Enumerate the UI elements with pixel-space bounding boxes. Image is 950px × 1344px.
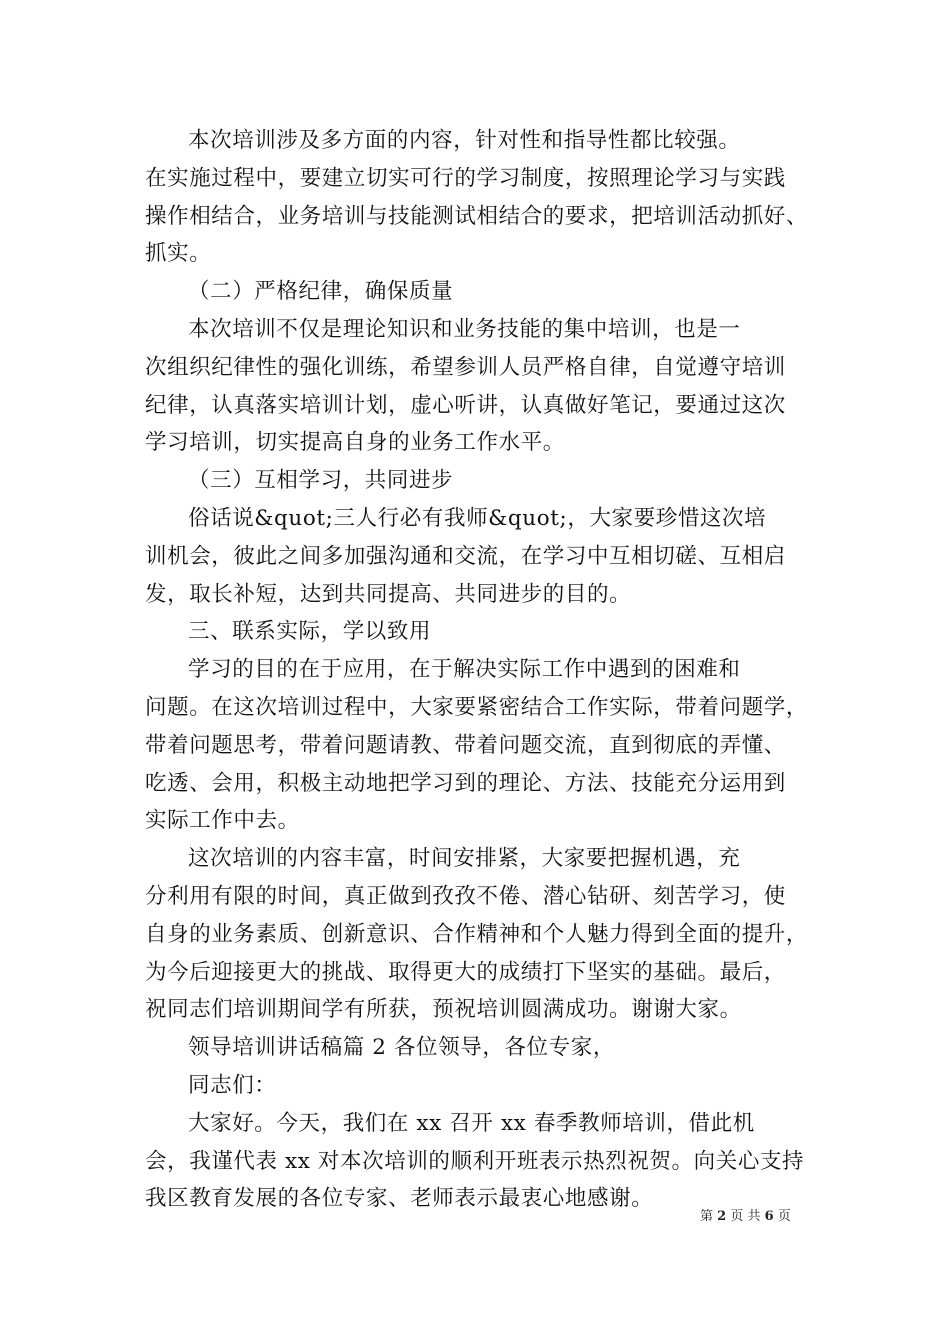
paragraph: 这次培训的内容丰富，时间安排紧，大家要把握机遇，充 分利用有限的时间，真正做到孜孜不倦、潜心钻研、刻苦学习，使 自身的业务素质、创新意识、合作精神和个人魅力得到全面的提升， 为今后迎接更大的挑战、取得更大的成绩打下坚实的基础。最后， 祝同志们培训期间学有所获，预祝培训圆满成功。谢谢大家。 — [145, 846, 809, 1023]
footer-middle: 页 共 — [730, 1209, 761, 1224]
paragraph: 本次培训不仅是理论知识和业务技能的集中培训，也是一 次组织纪律性的强化训练，希望参训人员严格自律，自觉遵守培训 纪律，认真落实培训计划，虚心听讲，认真做好笔记，要通过这次 学习培训，切实提高自身的业务工作水平。 — [145, 316, 786, 456]
paragraph: 大家好。今天，我们在 xx 召开 xx 春季教师培训，借此机 会，我谨代表 xx 对本次培训的顺利开班表示热烈祝贺。向关心支持 我区教育发展的各位专家、老师表示最衷心地感谢。 — [145, 1110, 805, 1212]
section-heading: （三）互相学习，共同进步 — [188, 468, 454, 494]
page-number-footer — [700, 1205, 830, 1224]
total-page-number: 6 — [764, 1209, 774, 1224]
footer-suffix: 页 — [777, 1209, 791, 1224]
section-heading: 领导培训讲话稿篇 2 各位领导，各位专家， — [188, 1035, 615, 1061]
paragraph: 学习的目的在于应用，在于解决实际工作中遇到的困难和 问题。在这次培训过程中，大家要紧密结合工作实际，带着问题学， 带着问题思考，带着问题请教、带着问题交流，直到彻底的弄懂、 吃透、会用，积极主动地把学习到的理论、方法、技能充分运用到 实际工作中去。 — [145, 657, 809, 834]
section-heading: 三、联系实际，学以致用 — [188, 619, 432, 645]
paragraph: 俗话说&quot;三人行必有我师&quot;，大家要珍惜这次培 训机会，彼此之间多加强沟通和交流，在学习中互相切磋、互相启 发，取长补短，达到共同提高、共同进步的目的。 — [145, 505, 786, 607]
footer-prefix: 第 — [700, 1209, 714, 1224]
section-heading: （二）严格纪律，确保质量 — [188, 279, 454, 305]
document-body — [145, 122, 810, 1218]
paragraph: 本次培训涉及多方面的内容，针对性和指导性都比较强。 在实施过程中，要建立切实可行的学习制度，按照理论学习与实践 操作相结合，业务培训与技能测试相结合的要求，把培训活动抓好、 抓实。 — [145, 128, 809, 267]
salutation: 同志们： — [188, 1072, 277, 1098]
current-page-number: 2 — [717, 1209, 727, 1224]
